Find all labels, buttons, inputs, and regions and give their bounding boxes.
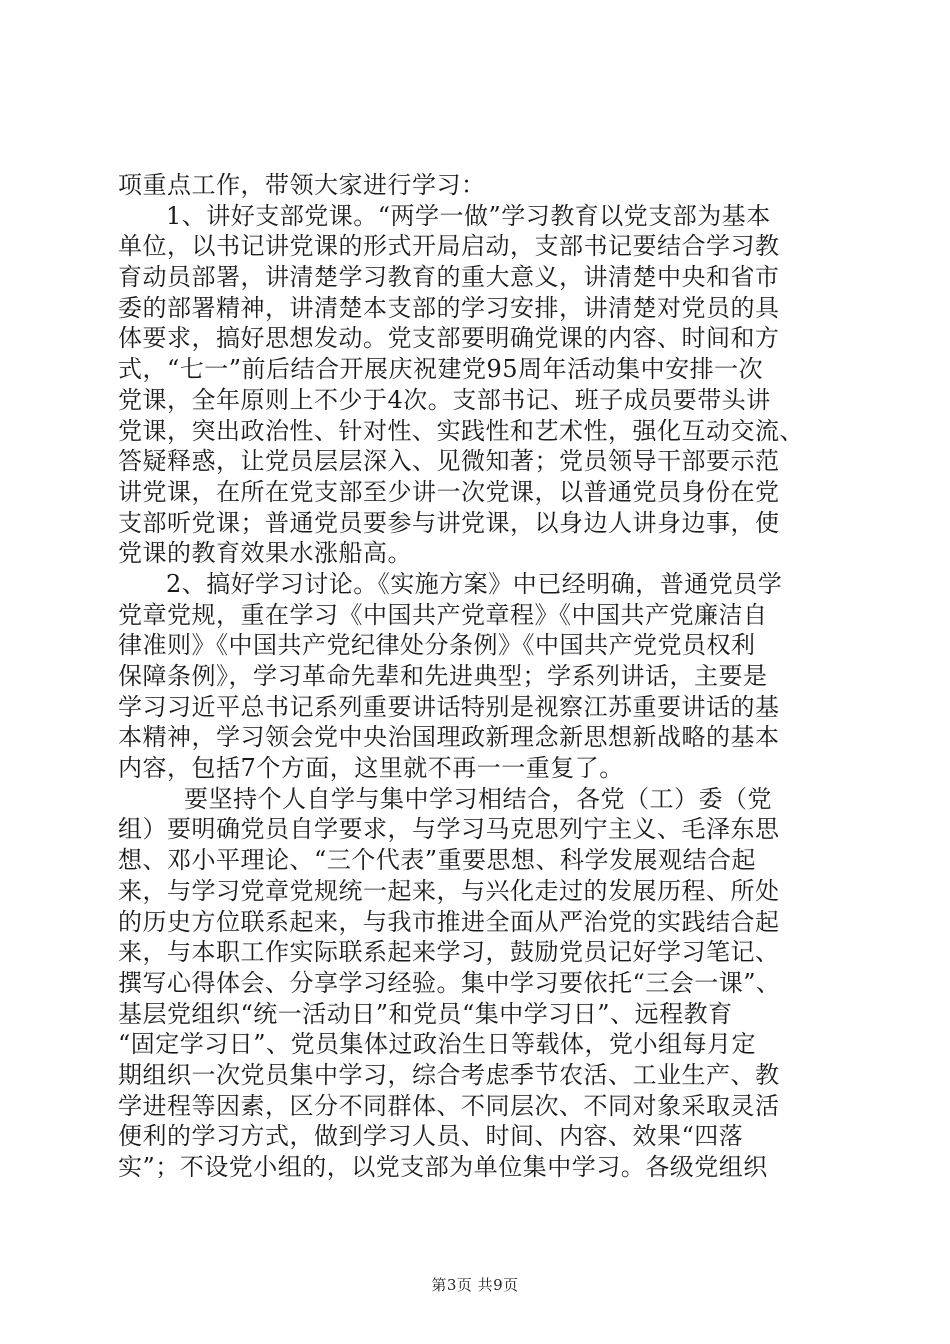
text-line: 实”；不设党小组的，以党支部为单位集中学习。各级党组织: [118, 1153, 768, 1181]
page-number-footer: 第3页 共9页: [431, 1276, 519, 1294]
text-line: 组）要明确党员自学要求，与学习马克思列宁主义、毛泽东思: [118, 815, 780, 844]
text-line: “固定学习日”、党员集体过政治生日等载体，党小组每月定: [118, 1030, 757, 1059]
text-line: 2、搞好学习讨论。《实施方案》中已经明确，普通党员学: [166, 569, 783, 598]
text-line: 单位，以书记讲党课的形式开局启动，支部书记要结合学习教: [118, 232, 780, 261]
document-body: [118, 170, 833, 1183]
text-line: 来，与学习党章党规统一起来，与兴化走过的发展历程、所处: [118, 876, 780, 905]
text-line: 学进程等因素，区分不同群体、不同层次、不同对象采取灵活: [118, 1091, 780, 1120]
text-line: 项重点工作，带领大家进行学习：: [118, 171, 486, 199]
text-line: 的历史方位联系起来，与我市推进全面从严治党的实践结合起: [118, 907, 780, 936]
text-line: 想、邓小平理论、“三个代表”重要思想、科学发展观结合起: [118, 846, 757, 875]
text-line: 党章党规，重在学习《中国共产党章程》《中国共产党廉洁自: [118, 600, 768, 629]
text-line: 式，“七一”前后结合开展庆祝建党95周年活动集中安排一次: [118, 355, 764, 384]
text-line: 保障条例》，学习革命先辈和先进典型；学系列讲话，主要是: [118, 662, 768, 690]
text-line: 来，与本职工作实际联系起来学习，鼓励党员记好学习笔记、: [118, 938, 780, 967]
text-line: 党课，突出政治性、针对性、实践性和艺术性，强化互动交流、: [118, 416, 804, 445]
text-line: 要坚持个人自学与集中学习相结合，各党（工）委（党: [184, 784, 772, 813]
text-line: 育动员部署，讲清楚学习教育的重大意义，讲清楚中央和省市: [118, 263, 780, 292]
text-line: 支部听党课；普通党员要参与讲党课，以身边人讲身边事，使: [118, 508, 780, 537]
text-line: 讲党课，在所在党支部至少讲一次党课，以普通党员身份在党: [118, 477, 780, 506]
text-line: 党课的教育效果水涨船高。: [118, 539, 412, 568]
text-line: 期组织一次党员集中学习，综合考虑季节农活、工业生产、教: [118, 1060, 780, 1089]
text-line: 内容，包括7个方面，这里就不再一一重复了。: [118, 754, 624, 783]
text-line: 1、讲好支部党课。“两学一做”学习教育以党支部为基本: [166, 201, 771, 230]
text-line: 党课，全年原则上不少于4次。支部书记、班子成员要带头讲: [118, 385, 771, 414]
text-line: 本精神，学习领会党中央治国理政新理念新思想新战略的基本: [118, 723, 780, 752]
text-line: 律准则》《中国共产党纪律处分条例》《中国共产党党员权利: [118, 631, 756, 660]
text-line: 委的部署精神，讲清楚本支部的学习安排，讲清楚对党员的具: [118, 293, 780, 322]
text-line: 体要求，搞好思想发动。党支部要明确党课的内容、时间和方: [118, 324, 780, 353]
text-line: 答疑释惑，让党员层层深入、见微知著；党员领导干部要示范: [118, 447, 780, 476]
text-line: 基层党组织“统一活动日”和党员“集中学习日”、远程教育: [118, 999, 733, 1028]
text-line: 撰写心得体会、分享学习经验。集中学习要依托“三会一课”、: [118, 968, 781, 997]
text-line: 学习习近平总书记系列重要讲话特别是视察江苏重要讲话的基: [118, 692, 780, 721]
text-line: 便利的学习方式，做到学习人员、时间、内容、效果“四落: [118, 1122, 744, 1151]
